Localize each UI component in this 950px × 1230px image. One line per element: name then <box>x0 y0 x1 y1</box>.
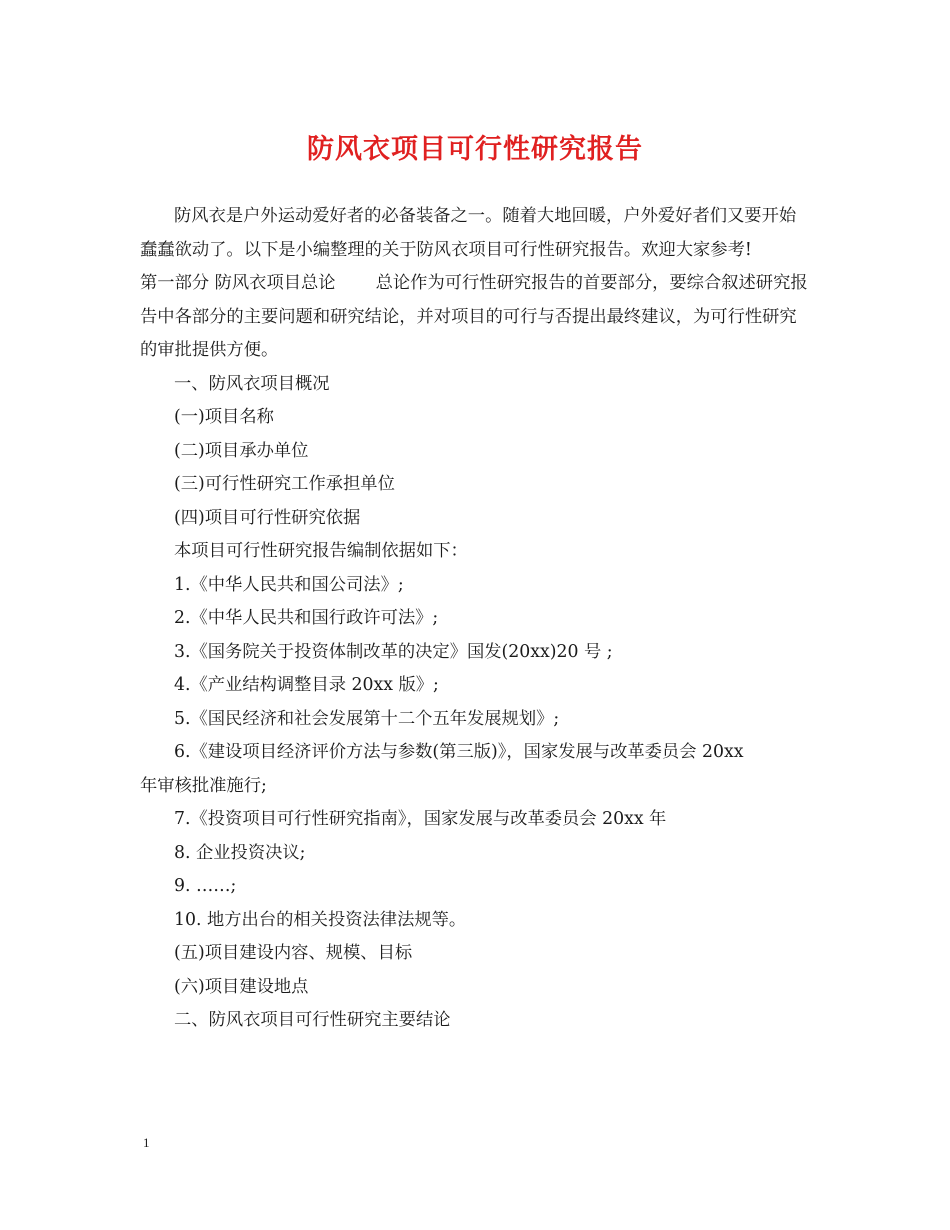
document-title: 防风衣项目可行性研究报告 <box>307 134 643 165</box>
list-item: (六)项目建设地点 <box>174 976 309 997</box>
list-item: 10. 地方出台的相关投资法律法规等。 <box>174 909 467 930</box>
list-item: (四)项目可行性研究依据 <box>174 507 361 528</box>
list-item: 5.《国民经济和社会发展第十二个五年发展规划》; <box>174 708 560 729</box>
list-item: 2.《中华人民共和国行政许可法》; <box>174 608 439 628</box>
list-item: (三)可行性研究工作承担单位 <box>174 474 395 494</box>
part1-heading: 第一部分 防风衣项目总论 <box>140 273 336 293</box>
list-item: (二)项目承办单位 <box>174 440 309 461</box>
document-body <box>140 200 812 1038</box>
list-item-6-line2: 年审核批准施行; <box>140 775 267 796</box>
part1-paragraph <box>140 267 812 368</box>
list-item: 1.《中华人民共和国公司法》; <box>174 574 404 595</box>
list-item: (五)项目建设内容、规模、目标 <box>174 943 413 963</box>
part1-text: 总论作为可行性研究报告的首要部分，要综合叙述研究报告中各部分的主要问题和研究结论，并对项目的可行与否提出最终建议，为可行性研究的审批提供方便。 <box>140 273 808 360</box>
list-item: 一、防风衣项目概况 <box>174 373 330 394</box>
list-item: 4.《产业结构调整目录 20xx 版》; <box>174 675 439 695</box>
list-item: 3.《国务院关于投资体制改革的决定》国发(20xx)20 号 ; <box>174 641 613 662</box>
list-item: (一)项目名称 <box>174 407 274 427</box>
list-item: 8. 企业投资决议; <box>174 842 306 863</box>
page-number: 1 <box>143 1135 150 1150</box>
list-item-6-line1: 6.《建设项目经济评价方法与参数(第三版)》，国家发展与改革委员会 20xx <box>174 742 744 762</box>
list-item: 9. ……; <box>174 876 237 896</box>
list-item: 二、防风衣项目可行性研究主要结论 <box>174 1010 451 1030</box>
intro-paragraph: 防风衣是户外运动爱好者的必备装备之一。随着大地回暖，户外爱好者们又要开始蠢蠢欲动了。以下是小编整理的关于防风衣项目可行性研究报告。欢迎大家参考! <box>140 206 797 260</box>
list-item: 本项目可行性研究报告编制依据如下： <box>174 541 468 561</box>
list-item: 7.《投资项目可行性研究指南》，国家发展与改革委员会 20xx 年 <box>174 809 667 829</box>
